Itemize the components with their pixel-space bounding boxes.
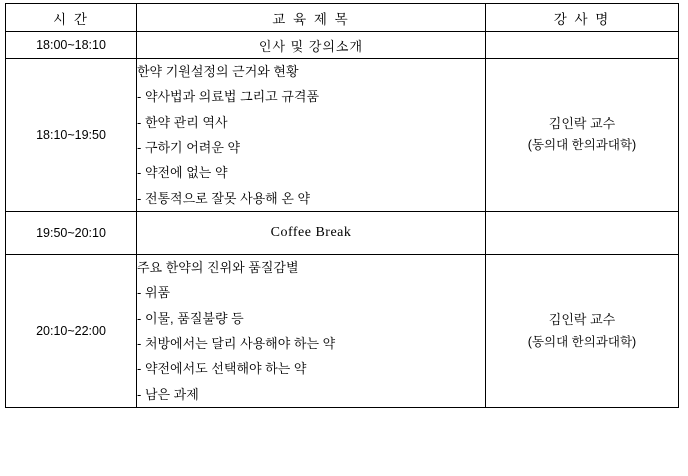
topic-item: - 약전에 없는 약: [137, 165, 228, 181]
topic-item: - 남은 과제: [137, 386, 199, 402]
schedule-table: [5, 3, 679, 408]
topic-item: - 약사법과 의료법 그리고 규격품: [137, 89, 320, 105]
cell-topic: [137, 255, 486, 408]
topic-item: - 위품: [137, 285, 171, 301]
cell-time: 18:10~19:50: [6, 59, 137, 212]
table-row: [6, 59, 679, 212]
instructor-affiliation: (동의대 한의과대학): [527, 334, 637, 349]
topic-item: - 전통적으로 잘못 사용해 온 약: [137, 190, 311, 206]
instructor-name: 김인락 교수: [548, 311, 616, 327]
topic-title: 주요 한약의 진위와 품질감별: [137, 260, 299, 276]
column-header-time: 시 간: [6, 4, 137, 32]
column-header-instructor: 강 사 명: [486, 4, 679, 32]
cell-instructor: [486, 212, 679, 255]
column-header-topic: 교 육 제 목: [137, 4, 486, 32]
cell-instructor: [486, 255, 679, 408]
topic-item: - 구하기 어려운 약: [137, 140, 241, 156]
table-row: [6, 32, 679, 59]
schedule-document: [0, 3, 688, 476]
topic-item: - 약전에서도 선택해야 하는 약: [137, 361, 307, 377]
topic-item: - 한약 관리 역사: [137, 114, 228, 130]
instructor-name: 김인락 교수: [548, 115, 616, 131]
cell-topic: [137, 59, 486, 212]
instructor-affiliation: (동의대 한의과대학): [527, 138, 637, 153]
table-row: [6, 212, 679, 255]
cell-time: 18:00~18:10: [6, 32, 137, 59]
cell-topic: 인사 및 강의소개: [137, 32, 486, 59]
cell-instructor: [486, 59, 679, 212]
topic-item: - 처방에서는 달리 사용해야 하는 약: [137, 336, 336, 352]
cell-instructor: [486, 32, 679, 59]
topic-title: 한약 기원설정의 근거와 현황: [137, 64, 299, 79]
table-header-row: [6, 4, 679, 32]
topic-item: - 이물, 품질불량 등: [137, 310, 244, 326]
cell-topic: Coffee Break: [137, 212, 486, 255]
cell-time: 19:50~20:10: [6, 212, 137, 255]
table-row: [6, 255, 679, 408]
cell-time: 20:10~22:00: [6, 255, 137, 408]
